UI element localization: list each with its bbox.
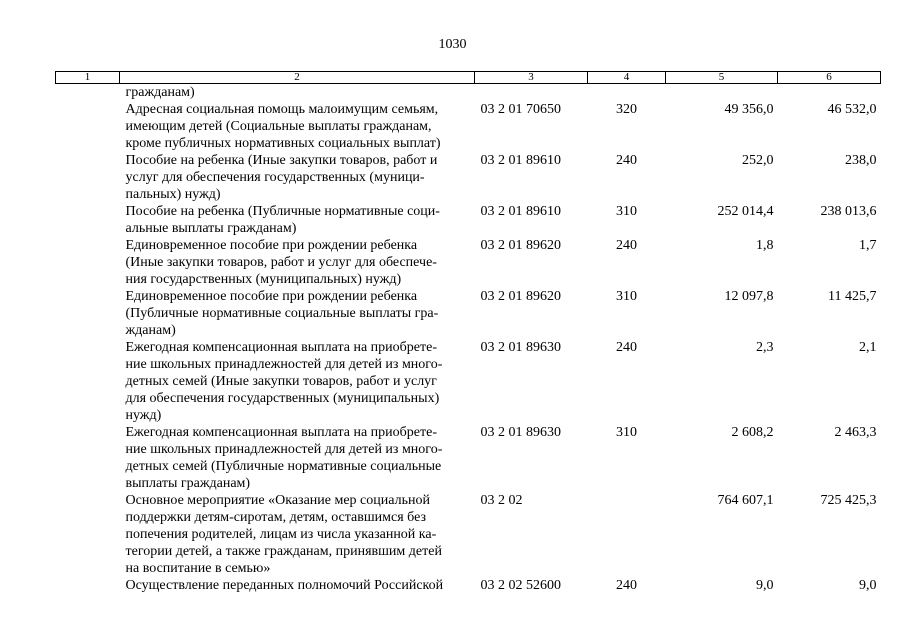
row-type-cell: 240 — [616, 153, 637, 168]
budget-table — [55, 71, 881, 594]
row-type-cell: 310 — [616, 204, 637, 219]
row-amount-2024-cell: 11 425,7 — [828, 289, 877, 304]
row-code-cell: 03 2 01 89630 — [480, 340, 561, 355]
row-code-cell: 03 2 01 89620 — [480, 238, 561, 253]
row-amount-2024-cell: 1,7 — [859, 238, 877, 253]
row-name-line: (Публичные нормативные социальные выплаты гра- — [125, 306, 439, 321]
row-name-line: Единовременное пособие при рождении ребенка — [125, 238, 418, 253]
row-amount-2023-cell: 1,8 — [756, 238, 774, 253]
row-name-line: жданам) — [125, 323, 176, 338]
row-type-cell: 320 — [616, 102, 637, 117]
row-number-cell — [56, 339, 120, 424]
row-name-line: поддержки детям-сиротам, детям, оставшимся без — [125, 510, 427, 525]
row-name-line: Единовременное пособие при рождении ребенка — [125, 289, 418, 304]
row-type-cell: 240 — [616, 578, 637, 593]
row-number-cell — [56, 288, 120, 339]
row-name-cell — [120, 288, 475, 339]
row-code-cell: 03 2 01 89630 — [480, 425, 561, 440]
row-name-line: попечения родителей, лицам из числа указанной ка- — [125, 527, 437, 542]
row-type-cell: 310 — [616, 289, 637, 304]
row-code-cell — [475, 84, 588, 102]
row-name-line: Основное мероприятие «Оказание мер социальной — [125, 493, 430, 508]
row-name-line: (Иные закупки товаров, работ и услуг для обеспече- — [125, 255, 437, 270]
row-name-line: Осуществление переданных полномочий Российской — [125, 578, 444, 593]
table-row — [56, 203, 881, 237]
row-amount-2023-cell: 12 097,8 — [724, 289, 774, 304]
table-row — [56, 152, 881, 203]
row-name-cell — [120, 84, 475, 102]
row-code-cell: 03 2 01 70650 — [480, 102, 561, 117]
row-name-line: детных семей (Иные закупки товаров, работ и услуг — [125, 374, 437, 389]
header-col-2: 2 — [120, 72, 475, 84]
row-amount-2023-cell: 49 356,0 — [724, 102, 774, 117]
row-amount-2024-cell: 9,0 — [859, 578, 877, 593]
table-row — [56, 101, 881, 152]
row-amount-2023-cell: 252,0 — [742, 153, 774, 168]
row-number-cell — [56, 84, 120, 102]
row-name-line: Ежегодная компенсационная выплата на приобрете- — [125, 340, 437, 355]
row-name-line: на воспитание в семью» — [125, 561, 271, 576]
row-amount-2023-cell: 2,3 — [756, 340, 774, 355]
row-amount-2023-cell: 2 608,2 — [731, 425, 774, 440]
row-name-cell — [120, 577, 475, 594]
row-name-line: альные выплаты гражданам) — [125, 221, 297, 236]
row-type-cell: 310 — [616, 425, 637, 440]
row-type-cell: 240 — [616, 340, 637, 355]
table-row — [56, 237, 881, 288]
row-name-cell — [120, 101, 475, 152]
row-name-line: для обеспечения государственных (муниципальных) — [125, 391, 440, 406]
table-row — [56, 288, 881, 339]
row-name-cell — [120, 152, 475, 203]
page-number: 1030 — [438, 37, 467, 52]
row-amount-2023-cell: 764 607,1 — [717, 493, 774, 508]
header-col-3: 3 — [475, 72, 588, 84]
row-name-line: услуг для обеспечения государственных (муници- — [125, 170, 425, 185]
table-row — [56, 577, 881, 594]
row-name-cell — [120, 424, 475, 492]
row-name-cell — [120, 237, 475, 288]
row-number-cell — [56, 237, 120, 288]
row-type-cell — [588, 492, 666, 577]
row-number-cell — [56, 152, 120, 203]
row-number-cell — [56, 203, 120, 237]
header-row — [56, 72, 881, 84]
header-col-4: 4 — [588, 72, 666, 84]
row-amount-2024-cell: 238,0 — [845, 153, 877, 168]
row-amount-2023-cell: 9,0 — [756, 578, 774, 593]
row-name-line: Ежегодная компенсационная выплата на приобрете- — [125, 425, 437, 440]
row-type-cell: 240 — [616, 238, 637, 253]
row-code-cell: 03 2 01 89610 — [480, 153, 561, 168]
row-code-cell: 03 2 01 89610 — [480, 204, 561, 219]
row-number-cell — [56, 424, 120, 492]
table-row — [56, 339, 881, 424]
row-amount-2024-cell — [778, 84, 881, 102]
row-name-cell — [120, 339, 475, 424]
row-amount-2024-cell: 2 463,3 — [834, 425, 877, 440]
row-code-cell: 03 2 02 — [480, 493, 523, 508]
row-name-line: гражданам) — [125, 85, 195, 100]
row-name-line: ние школьных принадлежностей для детей из много- — [125, 442, 443, 457]
row-number-cell — [56, 492, 120, 577]
header-col-1: 1 — [56, 72, 120, 84]
row-name-line: нужд) — [125, 408, 162, 423]
row-amount-2024-cell: 238 013,6 — [820, 204, 877, 219]
row-name-line: Пособие на ребенка (Иные закупки товаров, работ и — [125, 153, 438, 168]
row-amount-2024-cell: 2,1 — [859, 340, 877, 355]
header-col-6: 6 — [778, 72, 881, 84]
row-amount-2023-cell — [666, 84, 778, 102]
row-name-cell — [120, 492, 475, 577]
row-type-cell — [588, 84, 666, 102]
row-name-line: Пособие на ребенка (Публичные нормативные соци- — [125, 204, 440, 219]
row-name-line: детных семей (Публичные нормативные социальные — [125, 459, 442, 474]
row-name-line: ния государственных (муниципальных) нужд) — [125, 272, 402, 287]
row-code-cell: 03 2 01 89620 — [480, 289, 561, 304]
header-col-5: 5 — [666, 72, 778, 84]
table-row — [56, 84, 881, 102]
row-name-line: Адресная социальная помощь малоимущим семьям, — [125, 102, 439, 117]
row-name-line: тегории детей, а также гражданам, принявшим детей — [125, 544, 442, 559]
row-name-line: ние школьных принадлежностей для детей из много- — [125, 357, 443, 372]
row-code-cell: 03 2 02 52600 — [480, 578, 561, 593]
row-amount-2024-cell: 725 425,3 — [820, 493, 877, 508]
row-name-line: имеющим детей (Социальные выплаты гражданам, — [125, 119, 432, 134]
row-number-cell — [56, 101, 120, 152]
row-amount-2023-cell: 252 014,4 — [717, 204, 774, 219]
row-amount-2024-cell: 46 532,0 — [827, 102, 877, 117]
table-row — [56, 492, 881, 577]
row-name-line: выплаты гражданам) — [125, 476, 251, 491]
table-row — [56, 424, 881, 492]
row-name-line: пальных) нужд) — [125, 187, 221, 202]
row-number-cell — [56, 577, 120, 594]
row-name-cell — [120, 203, 475, 237]
row-name-line: кроме публичных нормативных социальных выплат) — [125, 136, 441, 151]
